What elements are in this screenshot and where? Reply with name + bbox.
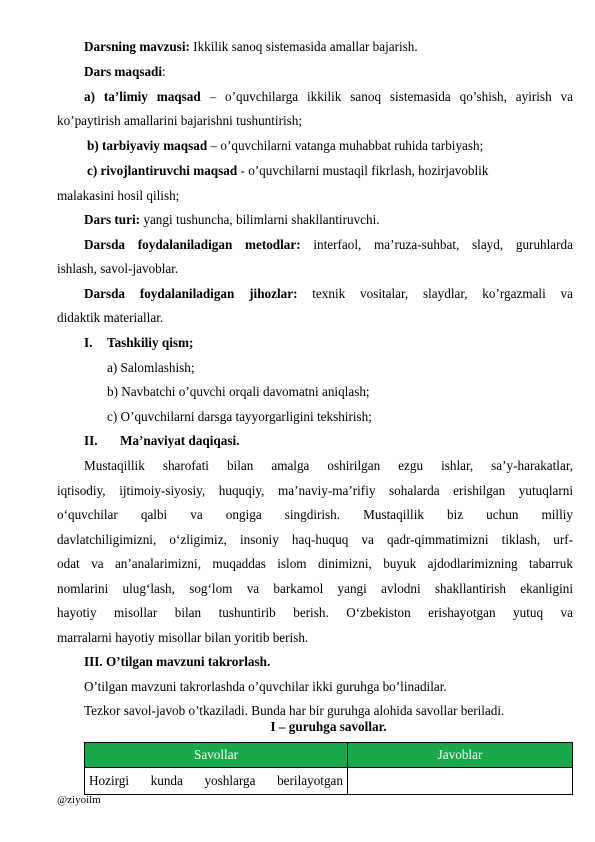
edu-goal-line-2: ko’paytirish amallarini bajarishni tushuntirish; (57, 113, 303, 128)
paragraph-line-3: o‘quvchilar qalbi va ongiga singdirish. Mustaqillik biz uchun milliy (57, 507, 573, 522)
table-header-row (85, 743, 573, 768)
questions-table (84, 742, 573, 795)
goal-line (84, 62, 166, 82)
section-2-title: Ma’naviyat daqiqasi. (120, 433, 240, 448)
paragraph-line-8: marralarni hayotiy misollar bilan yoritib berish. (57, 630, 309, 645)
developmental-goal-line-2: malakasini hosil qilish; (57, 188, 180, 203)
table-cell-question: Hozirgi kunda yoshlarga berilayotgan (85, 768, 348, 795)
equipment-label: Darsda foydalaniladigan jihozlar: (84, 286, 298, 301)
paragraph-line-5: odat va an’analarimizni, muqaddas islom dinimizni, buyuk ajdodlarimizning tabarruk (57, 556, 573, 571)
lesson-type-text: yangi tushuncha, bilimlarni shakllantiruvchi. (140, 212, 380, 227)
topic-label: Darsning mavzusi: (84, 39, 190, 54)
section-3-title: III. O’tilgan mavzuni takrorlash. (84, 654, 271, 669)
paragraph-line-7: hayotiy misollar bilan tushuntirib berish. O‘zbekiston erishayotgan yutuq va (57, 605, 573, 620)
topic-text: Ikkilik sanoq sistemasida amallar bajarish. (189, 39, 418, 54)
lesson-type-line (84, 210, 380, 230)
section-2-number: II. (84, 433, 98, 448)
edu-goal-text: – o’quvchilarga ikkilik sanoq sistemasida qo’shish, ayirish va (200, 89, 573, 104)
developmental-goal-label: c) rivojlantiruvchi maqsad (87, 163, 238, 178)
paragraph-line-6: nomlarini ulug‘lash, sog‘lom va barkamol yangi avlodni shakllantirish ekanligini (57, 581, 573, 596)
edu-goal-label: a) ta’limiy maqsad (84, 89, 201, 104)
topic-line (84, 37, 418, 57)
section-1-number: I. (84, 335, 93, 350)
paragraph-line-1: Mustaqillik sharofati bilan amalga oshirilgan ezgu ishlar, sa’y-harakatlar, (84, 458, 573, 473)
section-1-item-c: c) O’quvchilarni darsga tayyorgarligini tekshirish; (107, 409, 372, 424)
equipment-line (84, 284, 573, 304)
edu-goal-line (84, 87, 573, 107)
table-row (85, 768, 573, 795)
methods-line-2: ishlash, savol-javoblar. (57, 261, 179, 276)
table-header-answers: Javoblar (348, 743, 573, 768)
lesson-type-label: Dars turi: (84, 212, 141, 227)
paragraph-line-2: iqtisodiy, ijtimoiy-siyosiy, huquqiy, ma’naviy-ma’rifiy sohalarda erishilgan yutuqlarni (57, 483, 573, 498)
equipment-line-2: didaktik materiallar. (57, 310, 164, 325)
upbringing-goal-line (87, 136, 483, 156)
table-cell-answer (348, 768, 573, 795)
methods-line (84, 235, 573, 255)
methods-text: interfaol, ma’ruza-suhbat, slayd, guruhlarda (300, 237, 573, 252)
paragraph-line-4: davlatchiligimizni, o‘zligimiz, insoniy haq-huquq va qadr-qimmatimizni tiklash, urf- (57, 532, 573, 547)
section-1-item-b: b) Navbatchi o’quvchi orqali davomatni aniqlash; (107, 384, 370, 399)
developmental-goal-line (87, 161, 488, 181)
goal-label: Dars maqsadi (84, 64, 163, 79)
upbringing-goal-label: b) tarbiyaviy maqsad (87, 138, 208, 153)
developmental-goal-text: - o’quvchilarni mustaqil fikrlash, hozirjavoblik (237, 163, 489, 178)
section-1-title: Tashkiliy qism; (107, 335, 194, 350)
group-title: I – guruhga savollar. (270, 719, 387, 734)
goal-colon: : (162, 64, 166, 79)
methods-label: Darsda foydalaniladigan metodlar: (84, 237, 301, 252)
upbringing-goal-text: – o’quvchilarni vatanga muhabbat ruhida tarbiyash; (207, 138, 484, 153)
footer-watermark: @ziyoilm (57, 794, 101, 806)
review-line-2: Tezkor savol-javob o’tkaziladi. Bunda har bir guruhga alohida savollar beriladi. (84, 703, 505, 718)
review-line-1: O’tilgan mavzuni takrorlashda o’quvchilar ikki guruhga bo’linadilar. (84, 679, 447, 694)
equipment-text: texnik vositalar, slaydlar, ko’rgazmali va (297, 286, 573, 301)
section-1-item-a: a) Salomlashish; (107, 360, 195, 375)
table-header-questions: Savollar (85, 743, 348, 768)
